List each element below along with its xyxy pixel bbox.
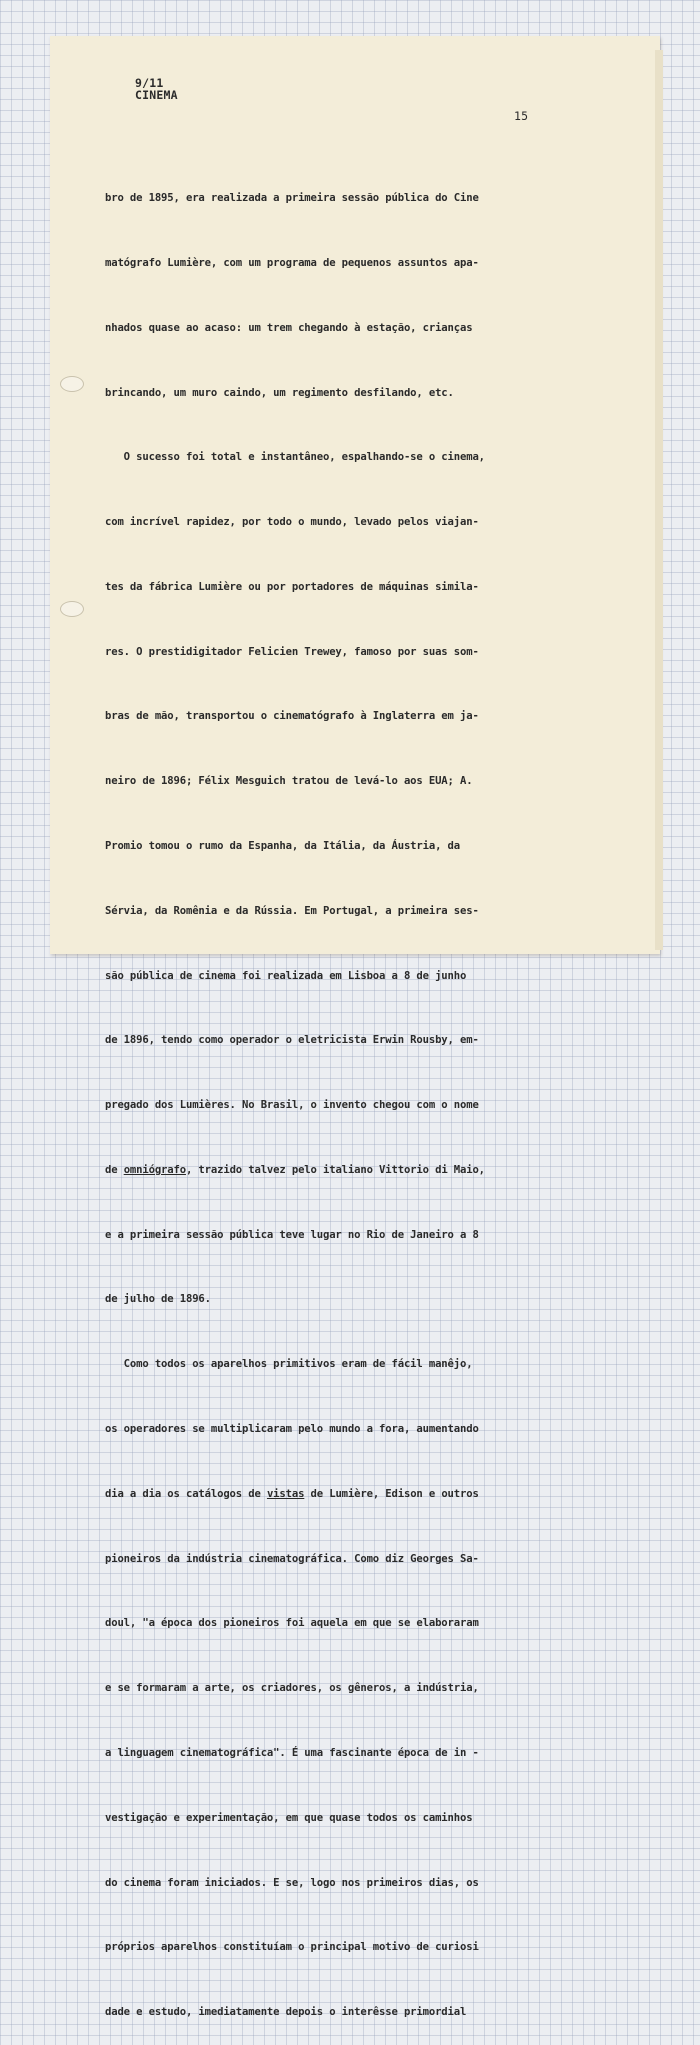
text-line: dade e estudo, imediatamente depois o interêsse primordial	[105, 2006, 467, 2019]
body-text	[105, 145, 545, 2045]
underlined-term: vistas	[266, 1487, 305, 1500]
text-line: e a primeira sessão pública teve lugar no Rio de Janeiro a 8	[105, 1228, 479, 1241]
text-line: bro de 1895, era realizada a primeira sessão pública do Cine	[105, 192, 479, 205]
text-line: doul, "a época dos pioneiros foi aquela em que se elaboraram	[105, 1617, 479, 1630]
text-line: res. O prestidigitador Felicien Trewey, famoso por suas som-	[105, 645, 479, 658]
text-segment: de Lumière, Edison e outros	[304, 1487, 479, 1500]
text-line: tes da fábrica Lumière ou por portadores de máquinas simila-	[105, 580, 479, 593]
text-line: brincando, um muro caindo, um regimento desfilando, etc.	[105, 386, 454, 399]
text-line: pioneiros da indústria cinematográfica. Como diz Georges Sa-	[105, 1552, 479, 1565]
text-line: matógrafo Lumière, com um programa de pequenos assuntos apa-	[105, 256, 479, 269]
text-line: Como todos os aparelhos primitivos eram de fácil manêjo,	[105, 1358, 473, 1371]
section-title: CINEMA	[135, 88, 178, 102]
punch-hole	[60, 601, 84, 617]
text-line: com incrível rapidez, por todo o mundo, levado pelos viajan-	[105, 516, 479, 529]
text-line: pregado dos Lumières. No Brasil, o invento chegou com o nome	[105, 1099, 479, 1112]
text-line: do cinema foram iniciados. E se, logo nos primeiros dias, os	[105, 1876, 479, 1889]
text-line: neiro de 1896; Félix Mesguich tratou de levá-lo aos EUA; A.	[105, 775, 473, 788]
text-line: O sucesso foi total e instantâneo, espalhando-se o cinema,	[105, 451, 485, 464]
text-line: Promio tomou o rumo da Espanha, da Itália, da Áustria, da	[105, 840, 460, 852]
text-line	[105, 1160, 545, 1182]
text-segment: dia a dia os catálogos de	[105, 1487, 267, 1500]
text-segment: de	[105, 1163, 124, 1176]
text-line	[105, 1484, 545, 1506]
text-segment: , trazido talvez pelo italiano Vittorio di Maio,	[185, 1163, 485, 1176]
text-line: bras de mão, transportou o cinematógrafo à Inglaterra em ja-	[105, 710, 479, 723]
document-code: 9/11	[135, 76, 164, 90]
text-line: de julho de 1896.	[105, 1293, 211, 1306]
text-line: e se formaram a arte, os criadores, os gêneros, a indústria,	[105, 1682, 479, 1695]
punch-hole	[60, 376, 84, 392]
page-number: 15	[514, 109, 529, 123]
text-line: próprios aparelhos constituíam o principal motivo de curiosi	[105, 1941, 479, 1954]
underlined-term: omniógrafo	[123, 1163, 186, 1176]
text-line: são pública de cinema foi realizada em Lisboa a 8 de junho	[105, 969, 467, 982]
text-line: Sérvia, da Romênia e da Rússia. Em Portugal, a primeira ses-	[105, 904, 479, 917]
text-line: a linguagem cinematográfica". É uma fascinante época de in -	[105, 1746, 479, 1759]
paper-edge	[655, 50, 663, 950]
text-line: nhados quase ao acaso: um trem chegando à estação, crianças	[105, 321, 473, 334]
text-line: de 1896, tendo como operador o eletricista Erwin Rousby, em-	[105, 1034, 479, 1047]
text-line: vestigação e experimentação, em que quase todos os caminhos	[105, 1811, 473, 1824]
text-line: os operadores se multiplicaram pelo mundo a fora, aumentando	[105, 1423, 479, 1436]
